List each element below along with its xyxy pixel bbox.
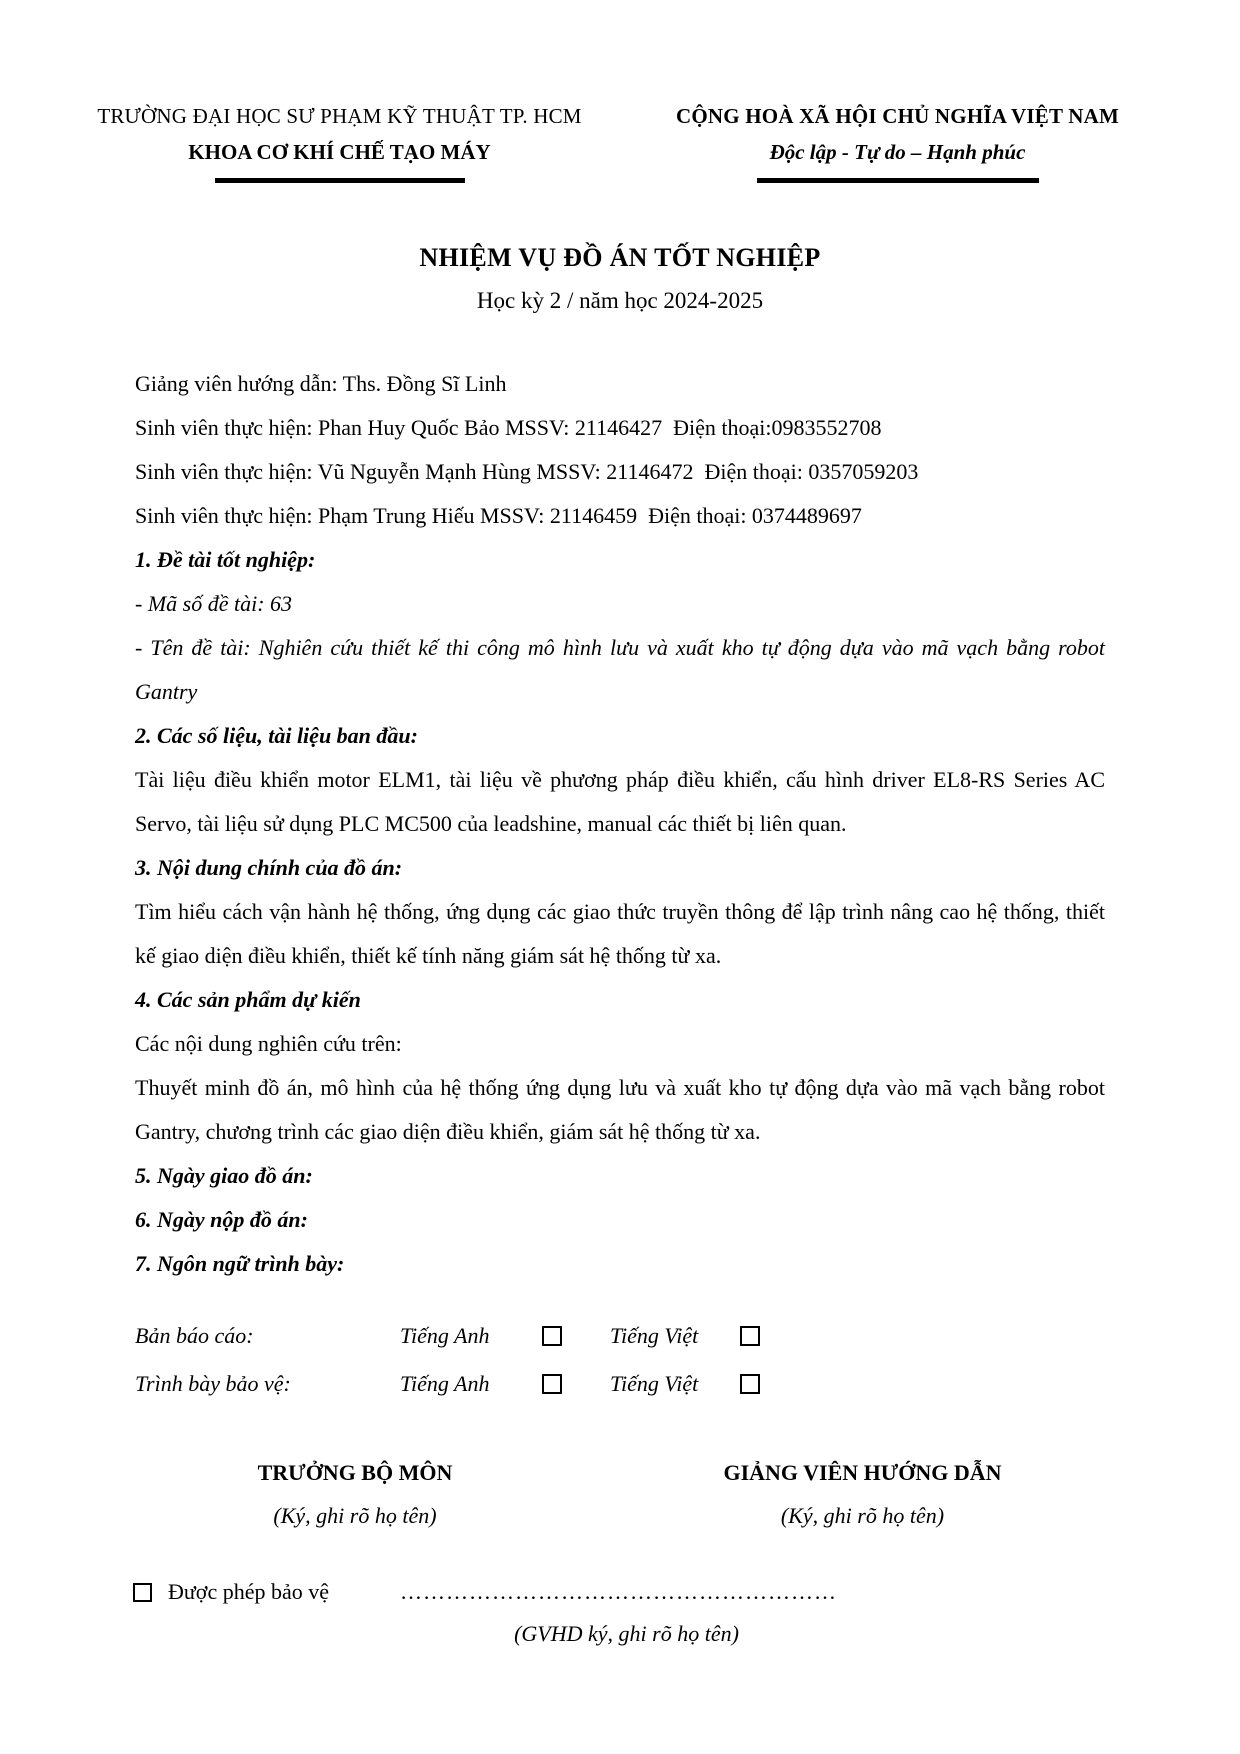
- header-national-block: [617, 104, 1178, 183]
- faculty-underline: [215, 178, 465, 183]
- section-3-body: Tìm hiểu cách vận hành hệ thống, ứng dụng các giao thức truyền thông để lập trình nâng cao hệ thống, thiết kế giao diện điều khiển, thiết kế tính năng giám sát hệ thống từ xa.: [135, 899, 1105, 968]
- national-motto-line1: CỘNG HOÀ XÃ HỘI CHỦ NGHĨA VIỆT NAM: [676, 104, 1119, 128]
- language-section: [0, 1312, 1240, 1408]
- report-english-label: Tiếng Anh: [400, 1323, 490, 1348]
- advisor-sign-note: (Ký, ghi rõ họ tên): [780, 1503, 945, 1528]
- defense-english-label: Tiếng Anh: [400, 1371, 490, 1396]
- topic-name-line: - Tên đề tài: Nghiên cứu thiết kế thi công mô hình lưu và xuất kho tự động dựa vào mã vạch bằng robot Gantry: [135, 635, 1105, 704]
- signature-section: [0, 1460, 1240, 1529]
- department-head-title: TRƯỞNG BỘ MÔN: [257, 1460, 453, 1485]
- advisor-signature-block: [575, 1460, 1105, 1529]
- defense-vietnamese-label: Tiếng Việt: [610, 1371, 699, 1396]
- checkbox-report-english[interactable]: [542, 1326, 562, 1346]
- section-6-heading: 6. Ngày nộp đồ án:: [135, 1207, 308, 1232]
- section-5-heading: 5. Ngày giao đồ án:: [135, 1163, 313, 1188]
- department-head-signature-block: [135, 1460, 575, 1529]
- section-2-body: Tài liệu điều khiển motor ELM1, tài liệu về phương pháp điều khiển, cấu hình driver EL8-RS Series AC Servo, tài liệu sử dụng PLC MC500 của leadshine, manual các thiết bị liên quan.: [135, 767, 1105, 836]
- approval-row: [133, 1579, 1107, 1605]
- document-subtitle: Học kỳ 2 / năm học 2024-2025: [476, 288, 764, 313]
- checkbox-defense-english[interactable]: [542, 1374, 562, 1394]
- advisor-line: Giảng viên hướng dẫn: Ths. Đồng Sĩ Linh: [135, 371, 507, 396]
- document-header: [0, 0, 1240, 183]
- student-line-3: Sinh viên thực hiện: Phạm Trung Hiếu MSSV: 21146459 Điện thoại: 0374489697: [135, 503, 862, 528]
- approval-label: Được phép bảo vệ: [168, 1579, 330, 1604]
- student-line-1: Sinh viên thực hiện: Phan Huy Quốc Bảo MSSV: 21146427 Điện thoại:0983552708: [135, 415, 882, 440]
- university-name: TRƯỜNG ĐẠI HỌC SƯ PHẠM KỸ THUẬT TP. HCM: [97, 104, 582, 128]
- section-4-body: Thuyết minh đồ án, mô hình của hệ thống ứng dụng lưu và xuất kho tự động dựa vào mã vạch bằng robot Gantry, chương trình các giao diện điều khiển, giám sát hệ thống từ xa.: [135, 1075, 1105, 1144]
- checkbox-approval[interactable]: [133, 1583, 152, 1602]
- section-2-heading: 2. Các số liệu, tài liệu ban đầu:: [135, 723, 418, 748]
- checkbox-defense-vietnamese[interactable]: [740, 1374, 760, 1394]
- department-head-sign-note: (Ký, ghi rõ họ tên): [273, 1503, 437, 1528]
- section-4-intro: Các nội dung nghiên cứu trên:: [135, 1031, 402, 1056]
- checkbox-report-vietnamese[interactable]: [740, 1326, 760, 1346]
- section-7-heading: 7. Ngôn ngữ trình bày:: [135, 1251, 345, 1276]
- section-1-heading: 1. Đề tài tốt nghiệp:: [135, 547, 316, 572]
- report-language-label: Bản báo cáo:: [135, 1323, 254, 1348]
- report-language-row: [135, 1312, 1105, 1360]
- section-3-heading: 3. Nội dung chính của đồ án:: [135, 855, 403, 880]
- document-body: [0, 362, 1240, 1286]
- body-paragraphs: [135, 538, 1105, 1286]
- approval-section: [0, 1579, 1240, 1647]
- defense-language-row: [135, 1360, 1105, 1408]
- motto-underline: [757, 178, 1039, 183]
- report-vietnamese-label: Tiếng Việt: [610, 1323, 699, 1348]
- header-university-block: [62, 104, 617, 183]
- signature-dotted-line: …………………………………………………: [400, 1579, 837, 1604]
- document-title: NHIỆM VỤ ĐỒ ÁN TỐT NGHIỆP: [419, 243, 821, 272]
- section-4-heading: 4. Các sản phẩm dự kiến: [135, 987, 361, 1012]
- student-line-2: Sinh viên thực hiện: Vũ Nguyễn Mạnh Hùng MSSV: 21146472 Điện thoại: 0357059203: [135, 459, 919, 484]
- student-lines: [135, 406, 1105, 538]
- national-motto-line2: Độc lập - Tự do – Hạnh phúc: [769, 140, 1026, 164]
- approval-sign-note: (GVHD ký, ghi rõ họ tên): [514, 1621, 739, 1646]
- advisor-title: GIẢNG VIÊN HƯỚNG DẪN: [723, 1460, 1002, 1485]
- defense-language-label: Trình bày bảo vệ:: [135, 1371, 291, 1396]
- topic-code-line: - Mã số đề tài: 63: [135, 591, 293, 616]
- faculty-name: KHOA CƠ KHÍ CHẾ TẠO MÁY: [188, 140, 491, 164]
